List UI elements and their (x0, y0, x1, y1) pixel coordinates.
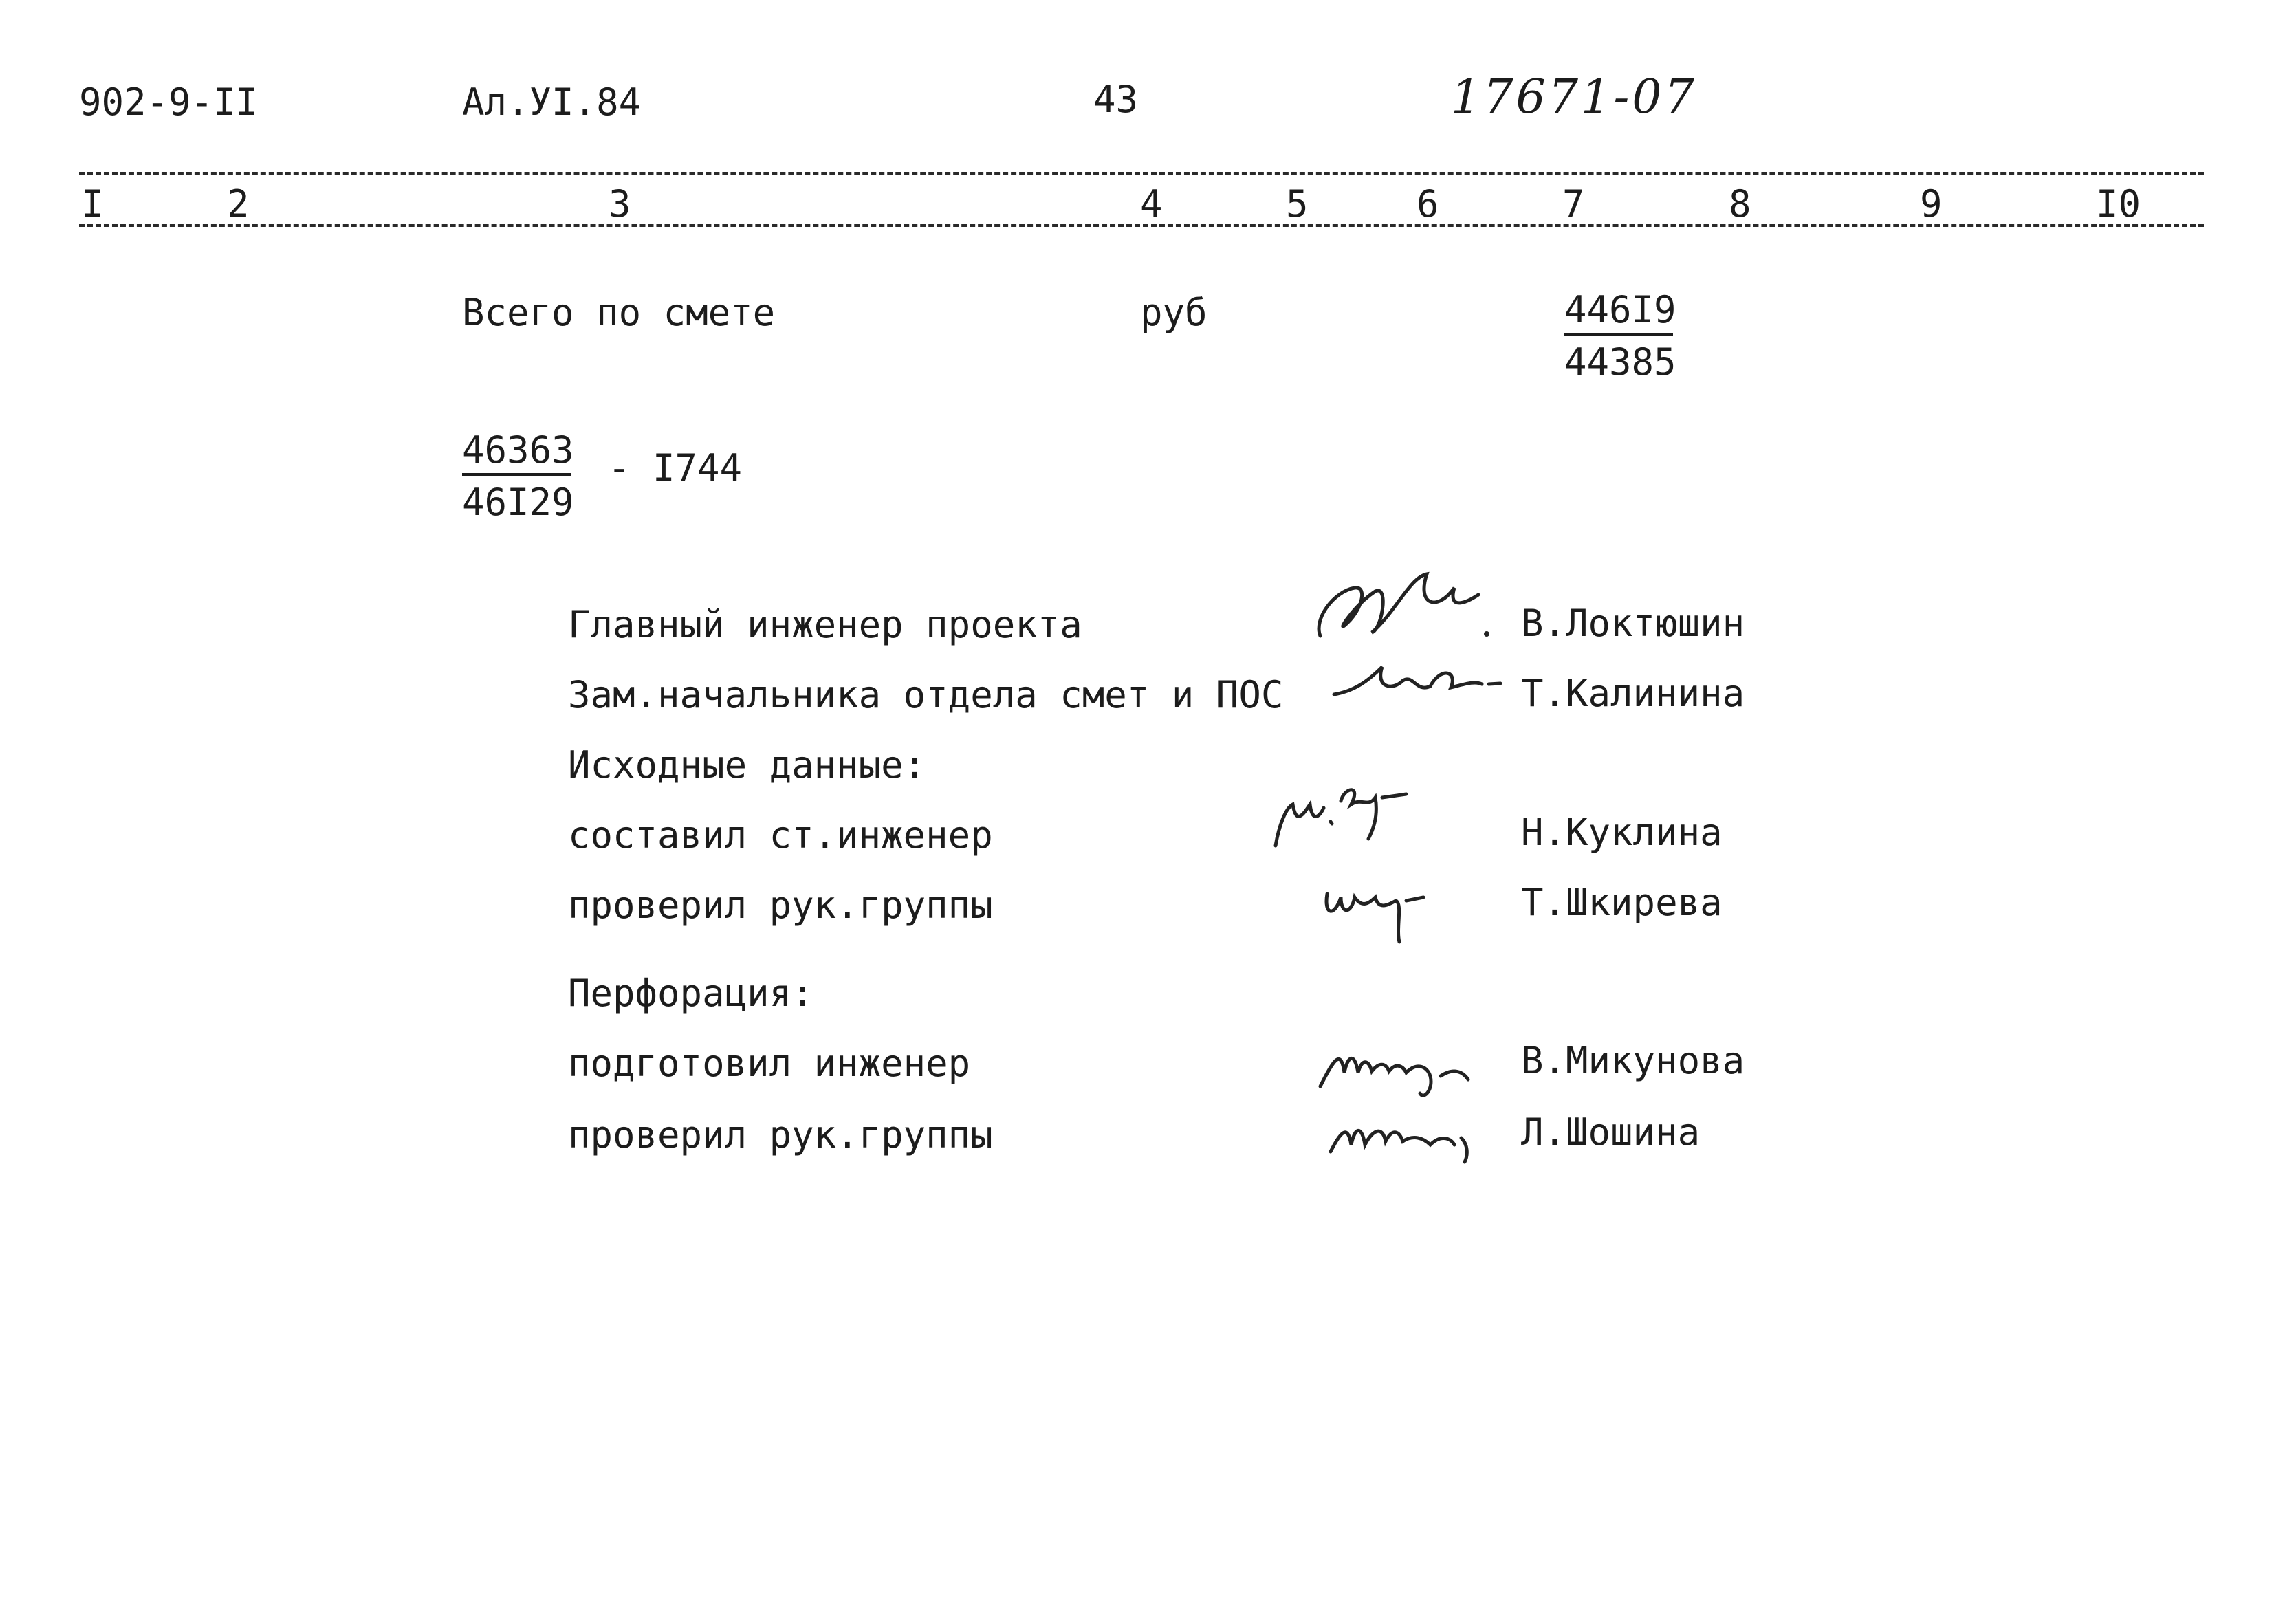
signature-shkireva (1320, 866, 1444, 949)
signature-kuklina (1265, 777, 1423, 866)
signatory-name: Л.Шошина (1521, 1110, 1701, 1154)
column-number: 4 (1140, 182, 1163, 226)
column-number: 6 (1417, 182, 1439, 226)
signatory-role: проверил рук.группы (568, 884, 993, 927)
signature-mikunova (1313, 1031, 1492, 1107)
signatory-role: составил ст.инженер (568, 813, 993, 857)
section-heading: Исходные данные: (568, 743, 926, 787)
signatory-name: В.Локтюшин (1521, 602, 1745, 645)
column-number: 5 (1286, 182, 1309, 226)
total-label: Всего по смете (462, 291, 776, 334)
page-number: 43 (1093, 78, 1139, 121)
column-number: 2 (227, 182, 250, 226)
column-number: 3 (609, 182, 631, 226)
registration-number: 17671-07 (1451, 70, 1697, 124)
signatory-role: Зам.начальника отдела смет и ПОС (568, 673, 1284, 716)
signature-loktyushin (1307, 564, 1499, 653)
calculation-top: 46363 (462, 428, 574, 472)
total-value-bottom: 44385 (1564, 340, 1676, 384)
signatory-name: Н.Куклина (1521, 811, 1723, 854)
document-code: 902-9-II (79, 80, 259, 124)
signatory-role: проверил рук.группы (568, 1113, 993, 1156)
calculation-difference: - I744 (608, 446, 743, 490)
column-number: I0 (2096, 182, 2141, 226)
calculation-fraction-line (462, 473, 571, 476)
top-dashed-rule (79, 172, 2204, 175)
total-value-top: 446I9 (1564, 288, 1676, 331)
signatory-role: подготовил инженер (568, 1042, 971, 1085)
signature-shoshina (1320, 1104, 1499, 1165)
signatory-name: Т.Калинина (1521, 672, 1745, 715)
sheet-code: Ал.УI.84 (462, 80, 642, 124)
column-number: 8 (1729, 182, 1751, 226)
column-number: 7 (1562, 182, 1585, 226)
column-number: 9 (1920, 182, 1943, 226)
section-heading: Перфорация: (568, 972, 814, 1015)
total-unit: руб (1140, 291, 1207, 334)
signature-kalinina (1327, 653, 1506, 715)
column-number: I (81, 182, 104, 226)
signatory-name: Т.Шкирева (1521, 881, 1723, 924)
calculation-bottom: 46I29 (462, 481, 574, 524)
total-fraction-line (1564, 333, 1673, 336)
signatory-name: В.Микунова (1521, 1039, 1745, 1082)
signatory-role: Главный инженер проекта (568, 603, 1082, 646)
